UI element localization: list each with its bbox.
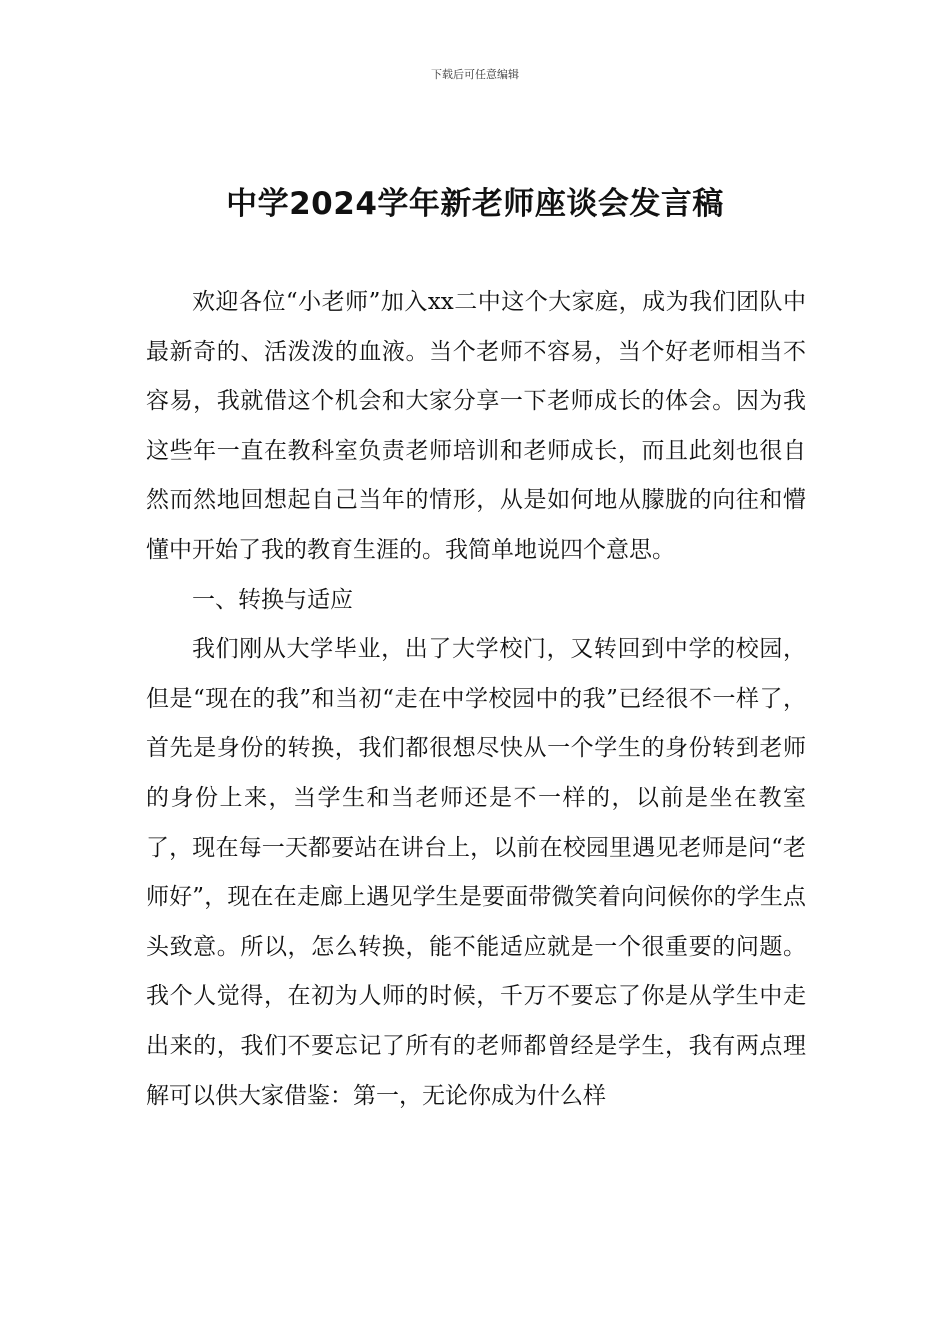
paragraph-intro: 欢迎各位“小老师”加入xx二中这个大家庭，成为我们团队中最新奇的、活泼泼的血液。当个老师不容易，当个好老师相当不容易，我就借这个机会和大家分享一下老师成长的体会。因为我这些年一直在教科室负责老师培训和老师成长，而且此刻也很自然而然地回想起自己当年的情形，从是如何地从朦胧的向往和懵懂中开始了我的教育生涯的。我简单地说四个意思。 (146, 289, 806, 563)
page-title: 中学2024学年新老师座谈会发言稿 (226, 186, 724, 222)
header-note: 下载后可任意编辑 (431, 68, 519, 81)
document-body (146, 278, 806, 1121)
section-heading: 一、转换与适应 (192, 586, 353, 613)
paragraph-section-one: 我们刚从大学毕业，出了大学校门，又转回到中学的校园，但是“现在的我”和当初“走在中学校园中的我”已经很不一样了，首先是身份的转换，我们都很想尽快从一个学生的身份转到老师的身份上来，当学生和当老师还是不一样的，以前是坐在教室了，现在每一天都要站在讲台上，以前在校园里遇见老师是问“老师好”，现在在走廊上遇见学生是要面带微笑着向问候你的学生点头致意。所以，怎么转换，能不能适应就是一个很重要的问题。我个人觉得，在初为人师的时候，千万不要忘了你是从学生中走出来的，我们不要忘记了所有的老师都曾经是学生，我有两点理解可以供大家借鉴：第一，无论你成为什么样 (146, 636, 806, 1109)
